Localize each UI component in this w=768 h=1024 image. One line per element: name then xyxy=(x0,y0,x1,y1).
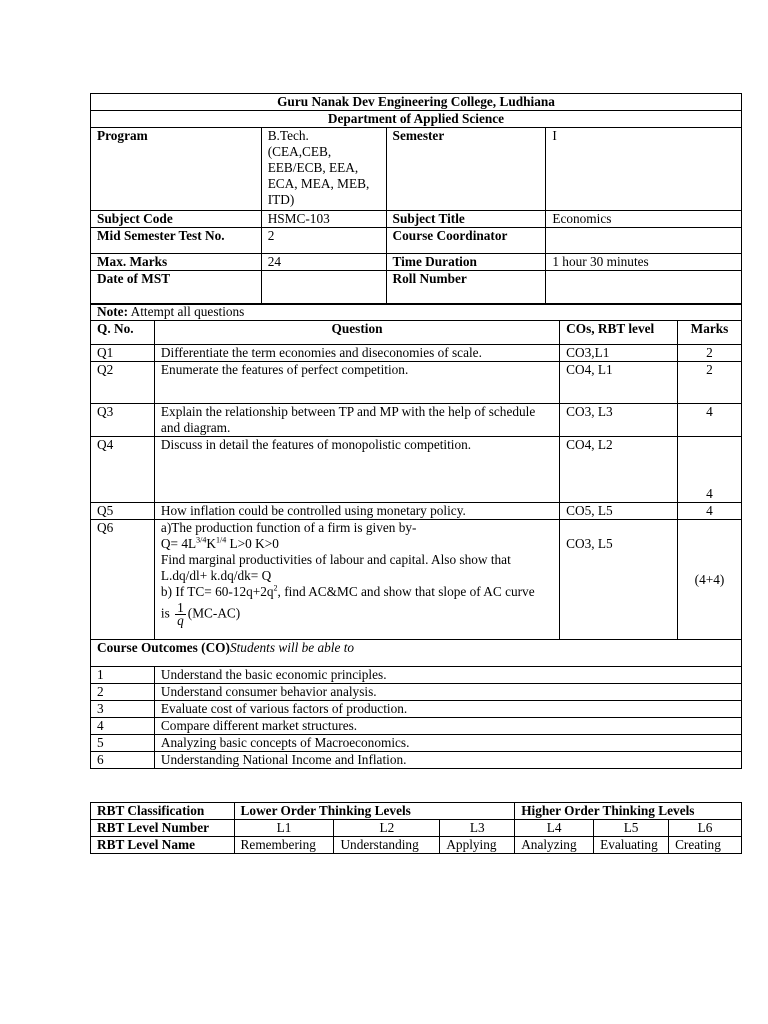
question-text: Explain the relationship between TP and MP with the help of schedule and diagram. xyxy=(154,404,559,437)
question-header: Question xyxy=(154,321,559,345)
q6-text: b) If TC= 60-12q+2q xyxy=(160,584,274,599)
program-line: B.Tech. xyxy=(267,128,309,143)
question-co: CO3,L1 xyxy=(560,345,678,362)
subject-code-label: Subject Code xyxy=(91,211,262,228)
max-marks-label: Max. Marks xyxy=(91,254,262,271)
note xyxy=(91,304,742,321)
question-marks: 2 xyxy=(678,362,742,404)
rbt-level-name: Understanding xyxy=(334,837,440,854)
question-number: Q3 xyxy=(91,404,155,437)
q6-line: L.dq/dl+ k.dq/dk= Q xyxy=(160,568,272,583)
fraction-numerator: 1 xyxy=(177,600,184,615)
question-row xyxy=(91,437,742,503)
question-number: Q1 xyxy=(91,345,155,362)
department-name: Department of Applied Science xyxy=(91,111,742,128)
q6-text: Q= 4L xyxy=(160,536,197,551)
q6-production-function xyxy=(161,536,553,552)
rbt-level-name: Remembering xyxy=(234,837,334,854)
question-text: How inflation could be controlled using monetary policy. xyxy=(154,503,559,520)
outcome-text: Understanding National Income and Inflation. xyxy=(154,752,741,769)
rbt-level-name-label: RBT Level Name xyxy=(91,837,235,854)
question-marks: 4 xyxy=(678,503,742,520)
question-co: CO4, L2 xyxy=(560,437,678,503)
question-co: CO5, L5 xyxy=(560,503,678,520)
program-line: ECA, MEA, MEB, xyxy=(267,176,370,191)
outcomes-label: Course Outcomes (CO) xyxy=(97,640,230,655)
q6-slope-line xyxy=(161,602,553,627)
q6-line: a)The production function of a firm is given by- xyxy=(160,520,417,535)
program-label: Program xyxy=(91,128,262,211)
semester-value: I xyxy=(546,128,742,211)
outcome-number: 6 xyxy=(91,752,155,769)
q6-text: L>0 K>0 xyxy=(226,536,279,551)
outcome-number: 3 xyxy=(91,701,155,718)
note-label: Note: xyxy=(97,304,129,319)
fraction xyxy=(175,602,186,627)
outcome-text: Understand the basic economic principles. xyxy=(154,667,741,684)
outcome-row xyxy=(91,718,742,735)
note-text: Attempt all questions xyxy=(128,304,245,319)
outcome-number: 5 xyxy=(91,735,155,752)
question-text: Differentiate the term economies and diseconomies of scale. xyxy=(154,345,559,362)
time-value: 1 hour 30 minutes xyxy=(546,254,742,271)
course-outcomes-heading xyxy=(91,640,742,667)
subject-code-value: HSMC-103 xyxy=(261,211,386,228)
question-row xyxy=(91,503,742,520)
q6-text: is xyxy=(160,605,174,621)
outcome-text: Analyzing basic concepts of Macroeconomics. xyxy=(154,735,741,752)
question-row xyxy=(91,345,742,362)
co-header: COs, RBT level xyxy=(560,321,678,345)
question-marks: 2 xyxy=(678,345,742,362)
rbt-level-name: Evaluating xyxy=(594,837,669,854)
roll-label: Roll Number xyxy=(386,271,546,305)
outcome-row xyxy=(91,667,742,684)
qno-header: Q. No. xyxy=(91,321,155,345)
q6-exponent: 3/4 xyxy=(196,535,207,545)
q6-exponent: 2 xyxy=(273,583,278,593)
rbt-level-number: L4 xyxy=(515,820,594,837)
question-row xyxy=(91,404,742,437)
program-line: ITD) xyxy=(267,192,295,207)
question-number: Q2 xyxy=(91,362,155,404)
outcome-number: 2 xyxy=(91,684,155,701)
question-marks: 4 xyxy=(678,437,742,503)
outcome-row xyxy=(91,735,742,752)
questions-table xyxy=(90,303,742,769)
college-name: Guru Nanak Dev Engineering College, Ludhiana xyxy=(91,94,742,111)
question-text-q6 xyxy=(154,520,559,640)
program-line: (CEA,CEB, xyxy=(267,144,332,159)
q6-text: , find AC&MC and show that slope of AC curve xyxy=(277,584,535,599)
rbt-level-number: L1 xyxy=(234,820,334,837)
question-marks: 4 xyxy=(678,404,742,437)
outcome-text: Evaluate cost of various factors of production. xyxy=(154,701,741,718)
q6-line: Find marginal productivities of labour and capital. Also show that xyxy=(160,552,511,567)
question-co: CO4, L1 xyxy=(560,362,678,404)
question-marks: (4+4) xyxy=(678,520,742,640)
question-row-q6 xyxy=(91,520,742,640)
outcomes-sublabel: Students will be able to xyxy=(229,640,355,655)
question-co xyxy=(560,520,678,640)
max-marks-value: 24 xyxy=(261,254,386,271)
subject-title-label: Subject Title xyxy=(386,211,546,228)
marks-header: Marks xyxy=(678,321,742,345)
exam-header-table xyxy=(90,93,742,305)
q6-cost-function xyxy=(161,584,553,600)
semester-label: Semester xyxy=(386,128,546,211)
outcome-number: 1 xyxy=(91,667,155,684)
question-number: Q4 xyxy=(91,437,155,503)
outcome-text: Compare different market structures. xyxy=(154,718,741,735)
rbt-level-name: Creating xyxy=(669,837,742,854)
mst-no-value: 2 xyxy=(261,228,386,254)
coordinator-value xyxy=(546,228,742,254)
mst-no-label: Mid Semester Test No. xyxy=(91,228,262,254)
rbt-level-number: L5 xyxy=(594,820,669,837)
rbt-level-number: L6 xyxy=(669,820,742,837)
question-number: Q5 xyxy=(91,503,155,520)
time-label: Time Duration xyxy=(386,254,546,271)
outcome-row xyxy=(91,684,742,701)
question-co: CO3, L3 xyxy=(560,404,678,437)
fraction-denominator: q xyxy=(177,613,184,628)
rbt-higher-order: Higher Order Thinking Levels xyxy=(515,803,742,820)
question-row xyxy=(91,362,742,404)
question-number: Q6 xyxy=(91,520,155,640)
outcome-row xyxy=(91,701,742,718)
subject-title-value: Economics xyxy=(546,211,742,228)
rbt-level-number: L2 xyxy=(334,820,440,837)
q6-text: (MC-AC) xyxy=(187,605,241,621)
date-label: Date of MST xyxy=(91,271,262,305)
rbt-level-number-label: RBT Level Number xyxy=(91,820,235,837)
question-text: Enumerate the features of perfect competition. xyxy=(154,362,559,404)
outcome-text: Understand consumer behavior analysis. xyxy=(154,684,741,701)
date-value xyxy=(261,271,386,305)
program-line: EEB/ECB, EEA, xyxy=(267,160,359,175)
rbt-level-name: Applying xyxy=(440,837,515,854)
rbt-table xyxy=(90,802,742,854)
question-text: Discuss in detail the features of monopolistic competition. xyxy=(154,437,559,503)
roll-value xyxy=(546,271,742,305)
program-value xyxy=(261,128,386,211)
q6-exponent: 1/4 xyxy=(215,535,227,545)
outcome-number: 4 xyxy=(91,718,155,735)
q6-text: K xyxy=(206,536,216,551)
rbt-lower-order: Lower Order Thinking Levels xyxy=(234,803,515,820)
rbt-level-number: L3 xyxy=(440,820,515,837)
rbt-level-name: Analyzing xyxy=(515,837,594,854)
q6-co-text: CO3, L5 xyxy=(566,536,613,551)
outcome-row xyxy=(91,752,742,769)
rbt-classification-label: RBT Classification xyxy=(91,803,235,820)
coordinator-label: Course Coordinator xyxy=(386,228,546,254)
